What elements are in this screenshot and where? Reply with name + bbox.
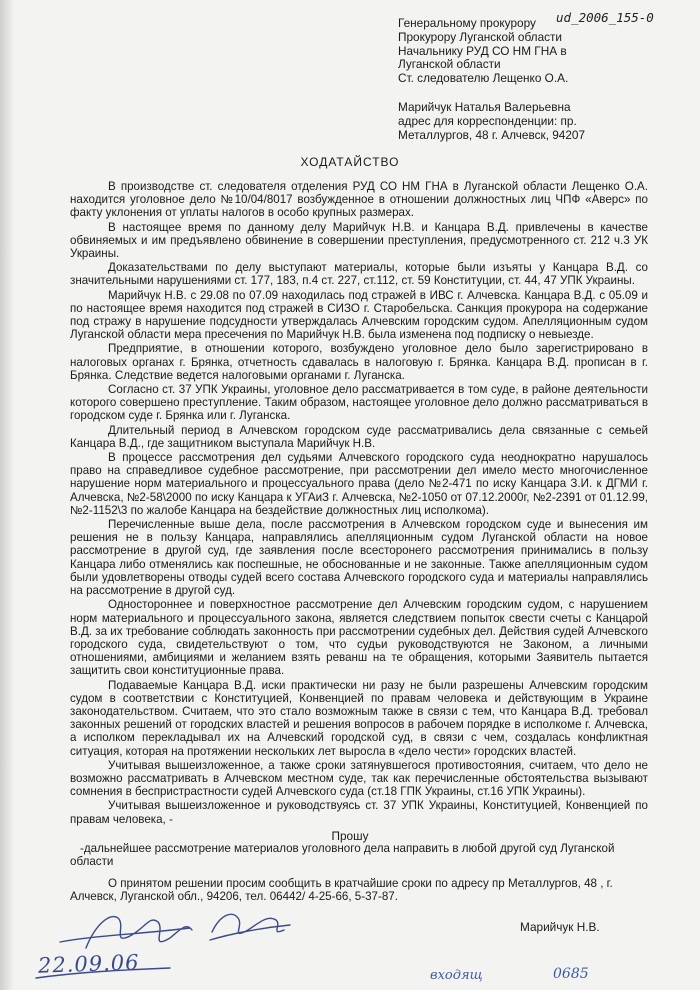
document-title: ХОДАТАЙСТВО	[300, 155, 400, 169]
body-paragraph: Предприятие, в отношении которого, возбуждено уголовное дело было зарегистрировано в налоговых органах г. Брянка, отчетность сдавалась в налоговую г. Брянка. Канцара В.Д. прописан в г. Брянка. Следствие ведется налоговыми органами г. Луганска.	[70, 342, 648, 382]
body-paragraph: Перечисленные выше дела, после рассмотрения в Алчевском городском суде и вынесения им решения не в пользу Канцара, направлялись апелляционным судом Луганской области на новое рассмотрение в другой суд, где заявления после всесторонего рассмотрения принимались в пользу Канцара либо отменялись как поспешные, не обоснованные и не законные. Также апелляционным судом были удовлетворены отводы судей всего состава Алчевского городского суда и материалы направлялись на рассмотрение в другой суд.	[70, 518, 648, 598]
signature-two	[210, 914, 290, 940]
body-paragraph: Согласно ст. 37 УПК Украины, уголовное дело рассматривается в том суде, в районе деятельности которого совершено преступление. Таким образом, настоящее уголовное дело должно рассматриваться в городском суде г. Брянка или г. Луганска.	[70, 383, 648, 423]
body-paragraph: Доказательствами по делу выступают материалы, которые были изъяты у Канцара В.Д. со значительными нарушениями ст. 177, 183, п.4 ст. 227, ст.112, ст. 59 Конституции, ст. 44, 47 УПК Украины.	[70, 261, 648, 288]
body-paragraph: Длительный период в Алчевском городском суде рассматривались дела связанные с семьей Канцара В.Д., где защитником выступала Марийчук Н.В.	[70, 423, 648, 450]
recipients-block	[398, 17, 698, 86]
body-paragraph: Одностороннее и поверхностное рассмотрение дел Алчевским городским судом, с нарушением норм материального и процессуального закона, является следствием попыток свести счеты с Канцарой В.Д. за их требование соблюдать законность при рассмотрении судебных дел. Действия судей Алчевского городского суда, свидетельствуют о том, что судьи руководствуются не Законом, а личными отношениями, амбициями и желанием взять реванш на те обращения, которыми Заявитель пытается защитить свои конституционные права.	[70, 598, 648, 678]
body-paragraph: Подаваемые Канцара В.Д. иски практически ни разу не были разрешены Алчевским городским судом в соответствии с Конституцией, Конвенцией по правам человека и действующим в Украине законодательством. Считаем, что это стало возможным также в связи с тем, что Канцара В.Д. требовал законных решений от городских властей и решения вопросов в рабочем порядке в исполкоме г. Алчевска, а исполком перекладывал их на Алчевский городской суд, в связи с чем, создалась конфликтная ситуация, которая на протяжении нескольких лет выросла в «дело чести» городских властей.	[70, 678, 648, 758]
recipient-line: Луганской области	[398, 57, 501, 72]
signature-one	[60, 917, 192, 948]
body-paragraph: Учитывая вышеизложенное и руководствуясь ст. 37 УПК Украины, Конституцией, Конвенцией по правам человека, -	[70, 799, 648, 826]
recipient-line: Прокурору Луганской области	[398, 29, 563, 44]
body-paragraph: Учитывая вышеизложенное, а также сроки затянувшегося противостояния, считаем, что дело не возможно рассматривать в Алчевском местном суде, так как перечисленные обстоятельства вызывают сомнения в беспристрастности судей Алчевского суда (ст.18 ГПК Украины, ст.16 УПК Украины).	[70, 758, 648, 799]
sender-name: Марийчук Наталья Валерьевна	[398, 100, 571, 114]
sender-address-line: Металлургов, 48 г. Алчевск, 94207	[398, 127, 586, 142]
body-paragraph: Марийчук Н.В. с 29.08 по 07.09 находилась под стражей в ИВС г. Алчевска. Канцара В.Д. с 05.09 и по настоящее время находится под стражей в СИЗО г. Старобельска. Санкция прокурора на содержание под стражу в нарушение подсудности утверждалась Алчевским городским судом. Апелляционным судом Луганской области мера пресечения по Марийчук Н.В. была изменена под подписку о невыезде.	[70, 288, 648, 342]
recipient-line: Начальнику РУД СО НМ ГНА в	[398, 43, 567, 58]
sender-address-line: адрес для корреспонденции: пр.	[398, 113, 577, 128]
signer-name: Марийчук Н.В.	[520, 920, 600, 934]
handwritten-note: входящ	[430, 968, 483, 983]
document-id-stamp: ud_2006_155-0	[556, 10, 654, 25]
request-heading: Прошу	[331, 829, 369, 843]
recipient-line: Ст. следователю Лещенко О.А.	[398, 71, 569, 86]
body-paragraph: В настоящее время по данному делу Марийчук Н.В. и Канцара В.Д. привлечены в качестве обвиняемых и им предъявлено обвинение в совершении преступления, предусмотренного ст. 212 ч.3 УК Украины.	[70, 220, 648, 261]
sender-block	[398, 101, 698, 142]
handwritten-date: 22.09.06	[37, 950, 140, 978]
closing-text: О принятом решении просим сообщить в кратчайшие сроки по адресу пр Металлургов, 48 , г. Алчевск, Луганской обл., 94206, тел. 06442/ 4-25-66, 5-37-87.	[70, 877, 613, 904]
body-paragraph: В процессе рассмотрения дел судьями Алчевского городского суда неоднократно нарушалось право на справедливое судебное рассмотрение, при рассмотрении дел имело место многочисленное нарушение норм материального и процессуального права (дело №2-471 по иску Канцара З.И. к ДГМИ г. Алчевска, №2-58\2000 по иску Канцара к УГАиЗ г. Алчевска, №2-1050 от 07.12.2000г, №2-2391 от 01.12.99, №2-1152\3 по жалобе Канцара на бездействие должностных лиц исполкома).	[70, 451, 648, 517]
petition-body	[70, 180, 648, 827]
recipient-line: Генеральному прокурору	[398, 16, 536, 30]
handwritten-number: 0685	[553, 966, 589, 982]
body-paragraph: В производстве ст. следователя отделения РУД СО НМ ГНА в Луганской области Лещенко О.А. находится уголовное дело №10/04/8017 возбужденное в отношении должностных лиц ЧПФ «Аверс» по факту уклонения от уплаты налогов в особо крупных размерах.	[70, 180, 648, 220]
request-text: -дальнейшее рассмотрение материалов уголовного дела направить в любой другой суд Луганской области	[70, 842, 615, 869]
